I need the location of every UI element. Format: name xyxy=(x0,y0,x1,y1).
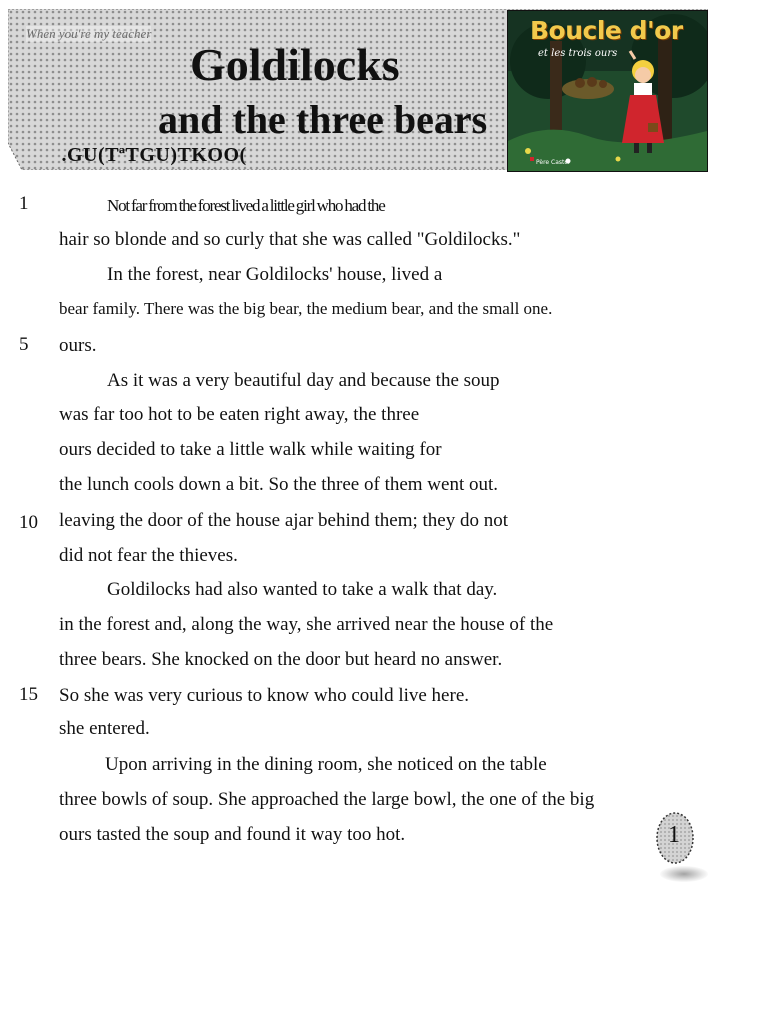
text-line: As it was a very beautiful day and because the soup xyxy=(107,370,500,391)
page-number-badge xyxy=(655,810,697,866)
text-line: Goldilocks had also wanted to take a walk that day. xyxy=(107,579,498,600)
text-line: Not far from the forest lived a little girl who had the xyxy=(107,196,385,215)
text-line: in the forest and, along the way, she arrived near the house of the xyxy=(59,614,554,635)
cover-title: Boucle d'or xyxy=(530,16,683,45)
text-line: Upon arriving in the dining room, she noticed on the table xyxy=(105,754,547,775)
title-line-1: Goldilocks xyxy=(190,39,400,90)
line-number: 1 xyxy=(19,193,29,214)
text-line: hair so blonde and so curly that she was called "Goldilocks." xyxy=(59,229,521,250)
text-line: bear family. There was the big bear, the medium bear, and the small one. xyxy=(59,299,553,318)
text-line: three bears. She knocked on the door but heard no answer. xyxy=(59,649,503,670)
line-number: 10 xyxy=(19,512,38,533)
text-line: was far too hot to be eaten right away, the three xyxy=(59,404,420,425)
cover-subtitle: et les trois ours xyxy=(538,48,618,59)
page-number: 1 xyxy=(668,822,680,848)
page-badge-shadow xyxy=(660,866,708,882)
garbled-text: .GU(TªTGU)TKOO( xyxy=(61,144,247,166)
book-cover-image xyxy=(507,10,708,172)
title-line-2: and the three bears xyxy=(158,97,488,142)
text-line: ours tasted the soup and found it way too hot. xyxy=(59,824,406,845)
text-line: she entered. xyxy=(59,718,150,739)
text-line: ours. xyxy=(59,335,97,356)
line-number: 15 xyxy=(19,684,38,705)
text-line: three bowls of soup. She approached the large bowl, the one of the big xyxy=(59,789,595,810)
text-line: In the forest, near Goldilocks' house, lived a xyxy=(107,264,443,285)
text-line: the lunch cools down a bit. So the three of them went out. xyxy=(59,474,499,495)
text-line: So she was very curious to know who could live here. xyxy=(59,685,470,706)
text-line: did not fear the thieves. xyxy=(59,545,238,566)
cover-author: Père Castor xyxy=(536,159,571,166)
text-line: ours decided to take a little walk while waiting for xyxy=(59,439,442,460)
top-note: When you're my teacher xyxy=(26,26,152,41)
text-line: leaving the door of the house ajar behind them; they do not xyxy=(59,510,509,531)
line-number: 5 xyxy=(19,334,29,355)
